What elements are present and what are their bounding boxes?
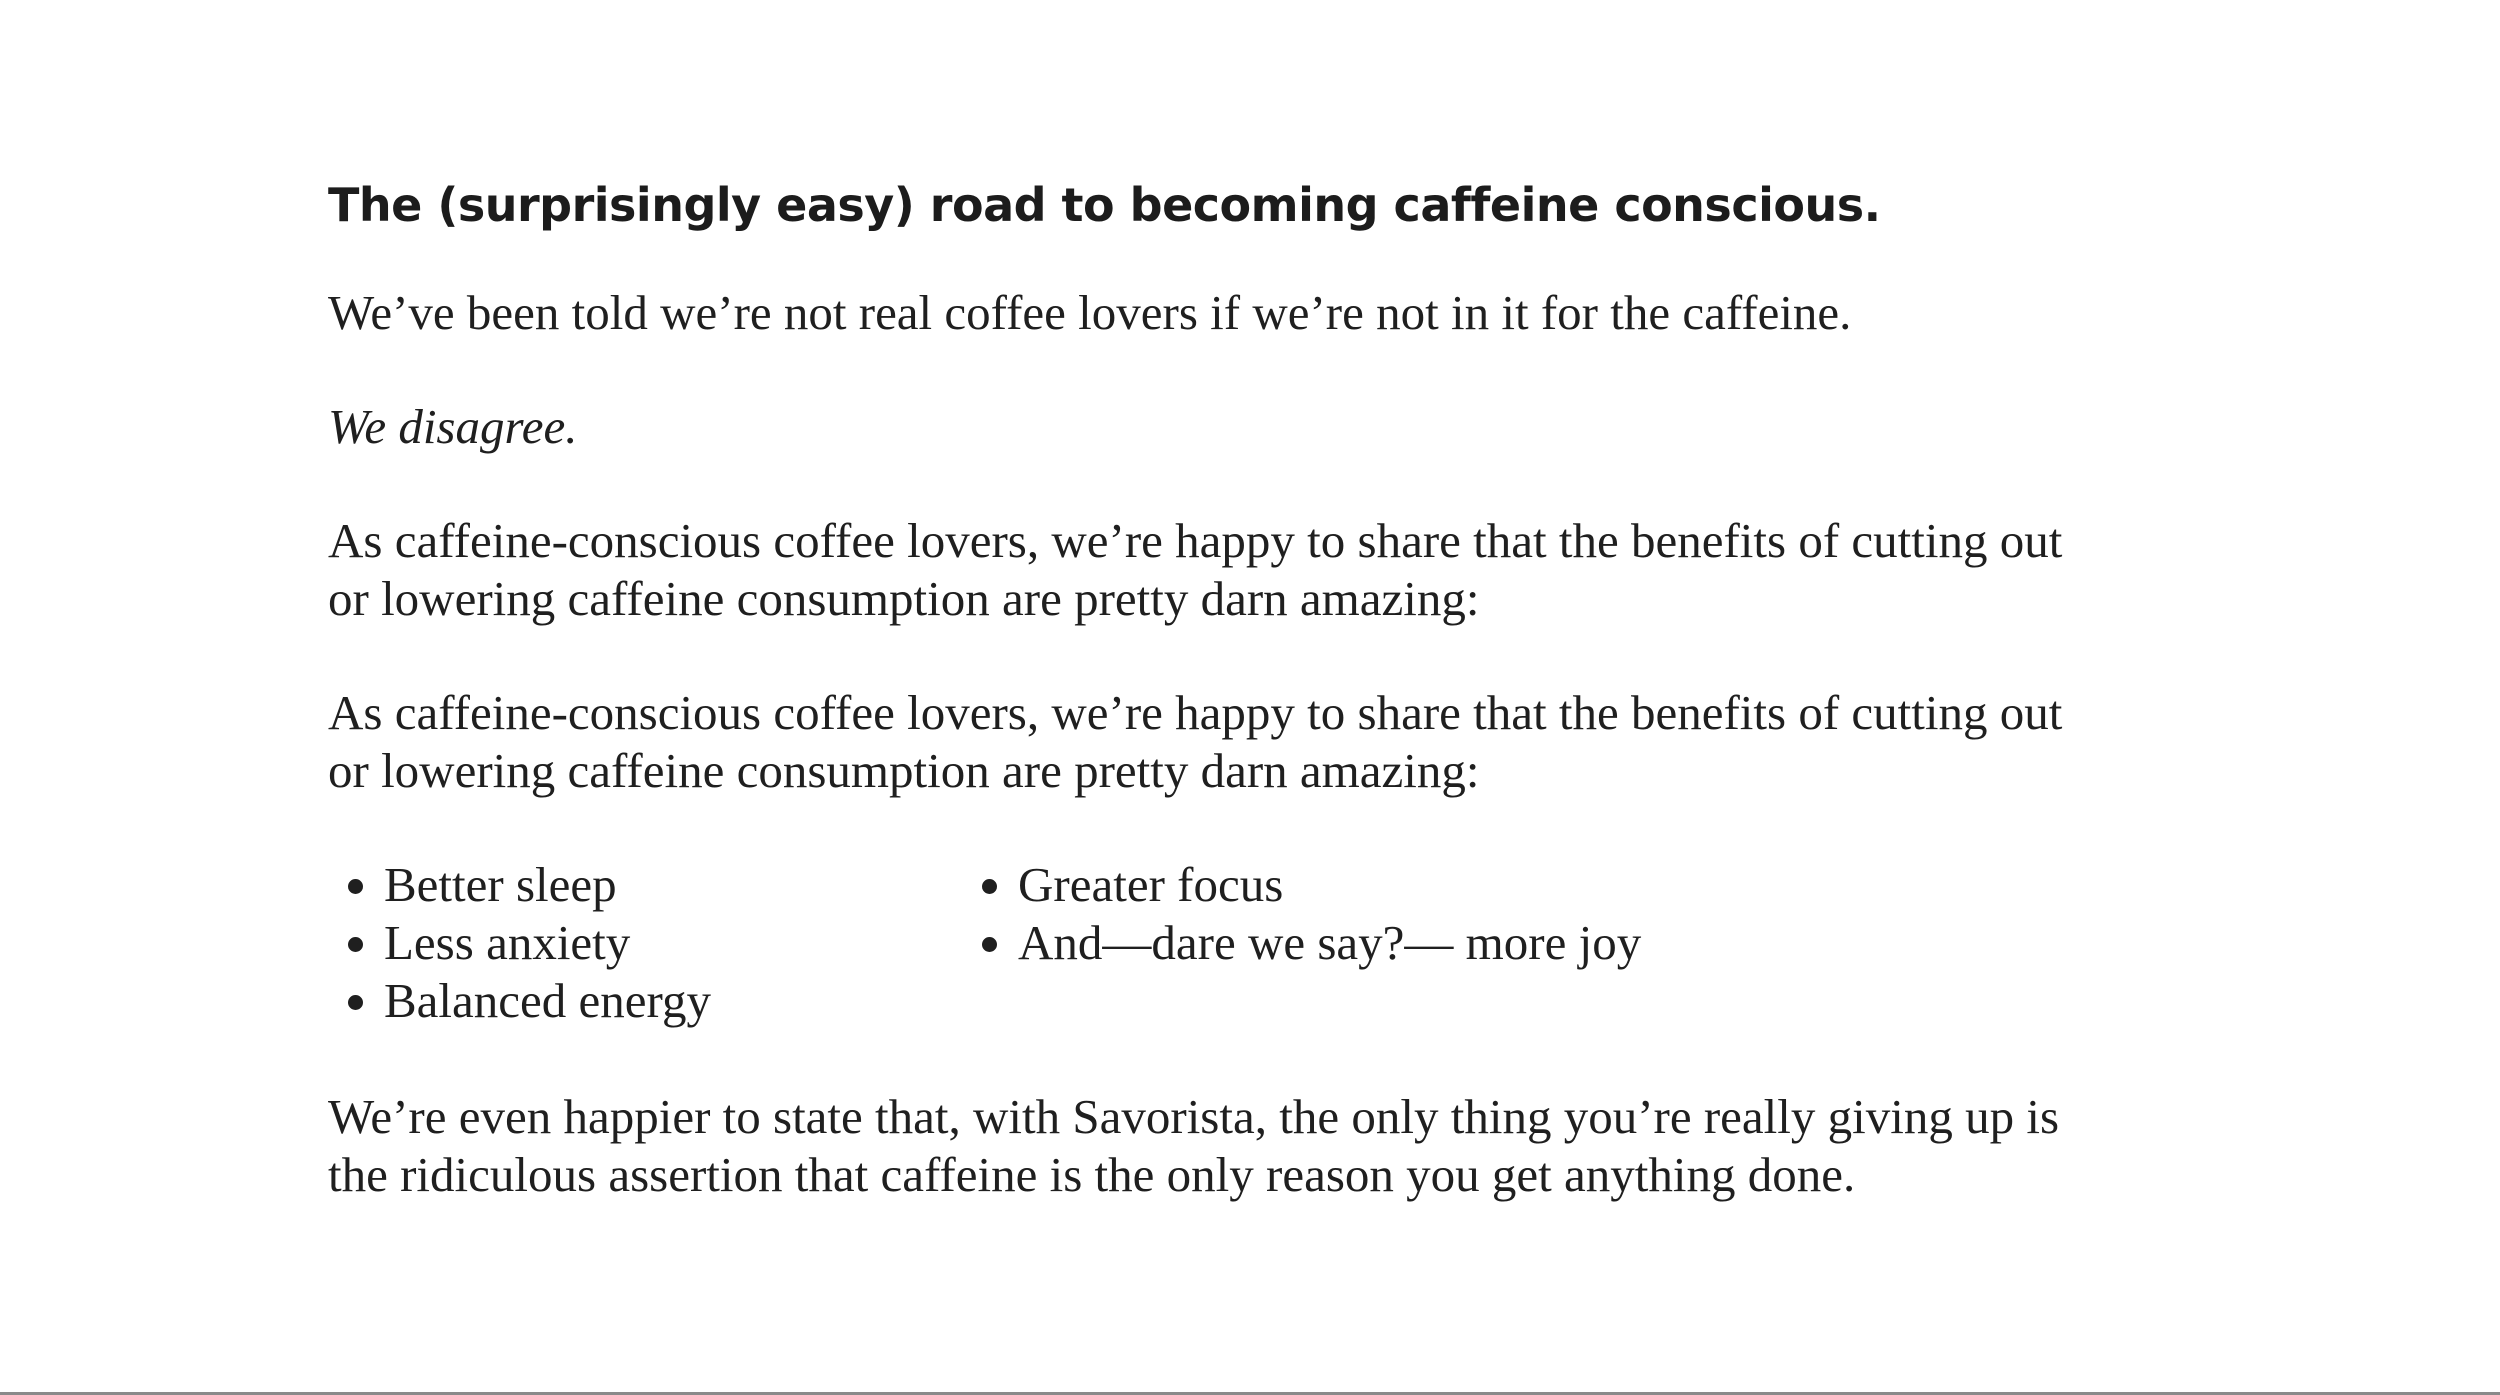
article-content xyxy=(328,170,2088,1204)
benefits-list-column-1 xyxy=(328,856,962,1030)
benefits-intro-paragraph-repeat: As caffeine-conscious coffee lovers, we’re happy to share that the benefits of cutting out or lowering caffeine consumption are pretty darn amazing: xyxy=(328,685,2063,798)
benefits-list-column-2 xyxy=(962,856,1641,1030)
benefits-list xyxy=(328,856,2088,1030)
list-item: • Better sleep xyxy=(384,856,962,914)
list-item: • Balanced energy xyxy=(384,972,962,1030)
disagree-paragraph: We disagree. xyxy=(328,399,578,454)
list-item: • Less anxiety xyxy=(384,914,962,972)
closing-paragraph: We’re even happier to state that, with Savorista, the only thing you’re really giving up is the ridiculous assertion that caffeine is the only reason you get anything done. xyxy=(328,1089,2060,1202)
list-item: • And—dare we say?— more joy xyxy=(1018,914,1641,972)
list-item: • Greater focus xyxy=(1018,856,1641,914)
benefits-intro-paragraph: As caffeine-conscious coffee lovers, we’re happy to share that the benefits of cutting out or lowering caffeine consumption are pretty darn amazing: xyxy=(328,513,2063,626)
intro-paragraph: We’ve been told we’re not real coffee lovers if we’re not in it for the caffeine. xyxy=(328,285,1852,340)
section-heading: The (surprisingly easy) road to becoming caffeine conscious. xyxy=(328,178,1881,232)
